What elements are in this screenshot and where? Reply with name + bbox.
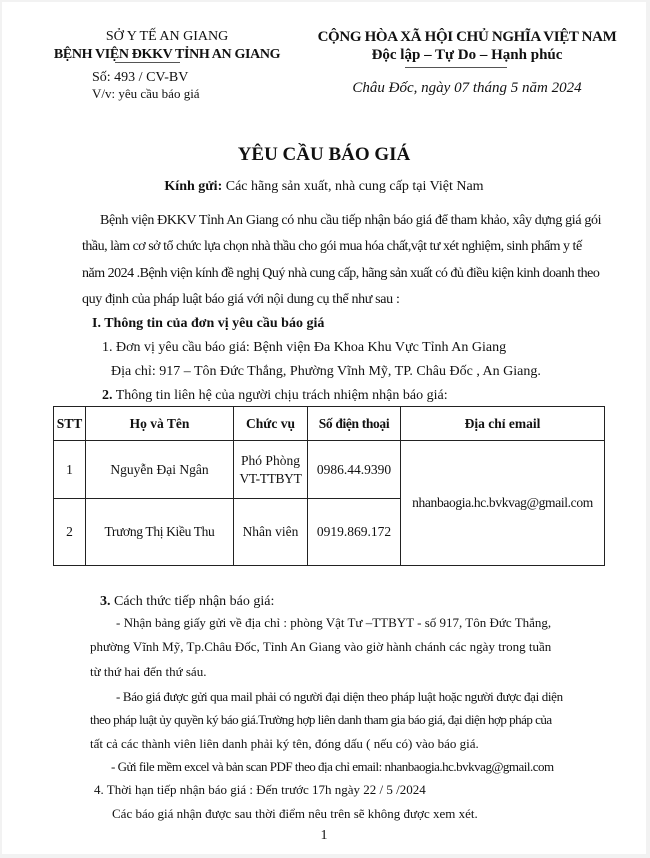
hospital-name: BỆNH VIỆN ĐKKV TỈNH AN GIANG	[53, 47, 281, 62]
hospital-address: Địa chỉ: 917 – Tôn Đức Thắng, Phường Vĩnh Mỹ, TP. Châu Đốc , An Giang.	[111, 364, 541, 379]
table-row	[54, 441, 605, 499]
paper-line-1: - Nhận bảng giấy gửi về địa chỉ : phòng Vật Tư –TTBYT - số 917, Tôn Đức Thắng,	[116, 615, 552, 630]
section-3-title: Cách thức tiếp nhận báo giá:	[114, 594, 275, 609]
header-phone: Số điện thoại	[308, 407, 401, 441]
intro-line-4: quy định của pháp luật báo giá với nội dung cụ thể như sau :	[82, 292, 400, 307]
row-1-name: Nguyễn Đại Ngân	[86, 441, 234, 499]
section-1-item-2	[102, 388, 448, 404]
row-1-position	[234, 441, 308, 499]
page-number: 1	[320, 828, 328, 843]
intro-line-3: năm 2024 .Bệnh viện kính đề nghị Quý nhà cung cấp, hãng sản xuất có đủ điều kiện kinh doanh theo	[82, 266, 600, 281]
recipient-text: Các hãng sản xuất, nhà cung cấp tại Việt Nam	[225, 179, 484, 194]
row-1-phone: 0986.44.9390	[308, 441, 401, 499]
file-submission-line: - Gửi file mềm excel và bản scan PDF theo địa chỉ email: nhanbaogia.hc.bvkvag@gmail.com	[111, 759, 554, 774]
document-subject: V/v: yêu cầu báo giá	[92, 86, 200, 101]
country-name: CỘNG HÒA XÃ HỘI CHỦ NGHĨA VIỆT NAM	[317, 29, 617, 45]
intro-line-1: Bệnh viện ĐKKV Tỉnh An Giang có nhu cầu tiếp nhận báo giá để tham khảo, xây dựng giá gói	[100, 213, 602, 228]
deadline-line: 4. Thời hạn tiếp nhận báo giá : Đến trước 17h ngày 22 / 5 /2024	[94, 782, 426, 797]
paper-line-2: phường Vĩnh Mỹ, Tp.Châu Đốc, Tỉnh An Giang vào giờ hành chánh các ngày trong tuần	[90, 639, 552, 654]
row-1-position-line-2: VT-TTBYT	[239, 470, 302, 486]
email-line-3: tất cả các thành viên liên danh phải ký tên, đóng dấu ( nếu có) vào báo giá.	[90, 736, 479, 751]
email-line-2: theo pháp luật ủy quyền ký báo giá.Trường hợp liên danh tham gia báo giá, đại diện hợp pháp của	[90, 712, 552, 727]
section-1-item-1	[102, 340, 506, 356]
row-1-position-line-1: Phó Phòng	[241, 452, 300, 468]
recipient-label: Kính gửi:	[164, 179, 223, 194]
deadline-note: Các báo giá nhận được sau thời điểm nêu trên sẽ không được xem xét.	[112, 806, 478, 821]
item-2-text: Thông tin liên hệ của người chịu trách nhiệm nhận báo giá:	[115, 388, 448, 403]
row-2-position: Nhân viên	[234, 499, 308, 566]
row-2-phone: 0919.869.172	[308, 499, 401, 566]
shared-email: nhanbaogia.hc.bvkvag@gmail.com	[401, 441, 605, 566]
national-motto: Độc lập – Tự Do – Hạnh phúc	[371, 47, 563, 63]
intro-line-2: thầu, làm cơ sở tổ chức lựa chọn nhà thầu cho gói mua hóa chất,vật tư xét nghiệm, sinh phẩm y tế	[82, 239, 582, 254]
item-2-number: 2.	[102, 388, 113, 403]
document-page	[2, 2, 646, 854]
place-and-date: Châu Đốc, ngày 07 tháng 5 năm 2024	[352, 80, 582, 96]
table-header-row	[54, 407, 605, 441]
section-1-heading: I. Thông tin của đơn vị yêu cầu báo giá	[92, 316, 325, 331]
row-2-stt: 2	[54, 499, 86, 566]
email-line-1: - Báo giá được gửi qua mail phải có người đại diện theo pháp luật hoặc người được đại diện	[116, 689, 563, 704]
section-3-number: 3.	[100, 594, 111, 609]
section-3-heading	[100, 594, 274, 610]
item-1-text: Đơn vị yêu cầu báo giá: Bệnh viện Đa Khoa Khu Vực Tỉnh An Giang	[116, 340, 507, 355]
department-name: SỞ Y TẾ AN GIANG	[105, 29, 229, 44]
header-stt: STT	[54, 407, 86, 441]
header-position: Chức vụ	[234, 407, 308, 441]
header-email: Địa chỉ email	[401, 407, 605, 441]
row-2-name: Trương Thị Kiều Thu	[86, 499, 234, 566]
header-name: Họ và Tên	[86, 407, 234, 441]
document-title: YÊU CẦU BÁO GIÁ	[237, 144, 411, 165]
hospital-underline	[115, 62, 180, 63]
document-number: Số: 493 / CV-BV	[92, 70, 189, 85]
row-1-stt: 1	[54, 441, 86, 499]
item-1-number: 1.	[102, 340, 113, 355]
paper-line-3: từ thứ hai đến thứ sáu.	[90, 664, 207, 679]
motto-underline	[405, 67, 507, 68]
contacts-table	[53, 406, 605, 566]
recipient-line	[2, 179, 646, 195]
